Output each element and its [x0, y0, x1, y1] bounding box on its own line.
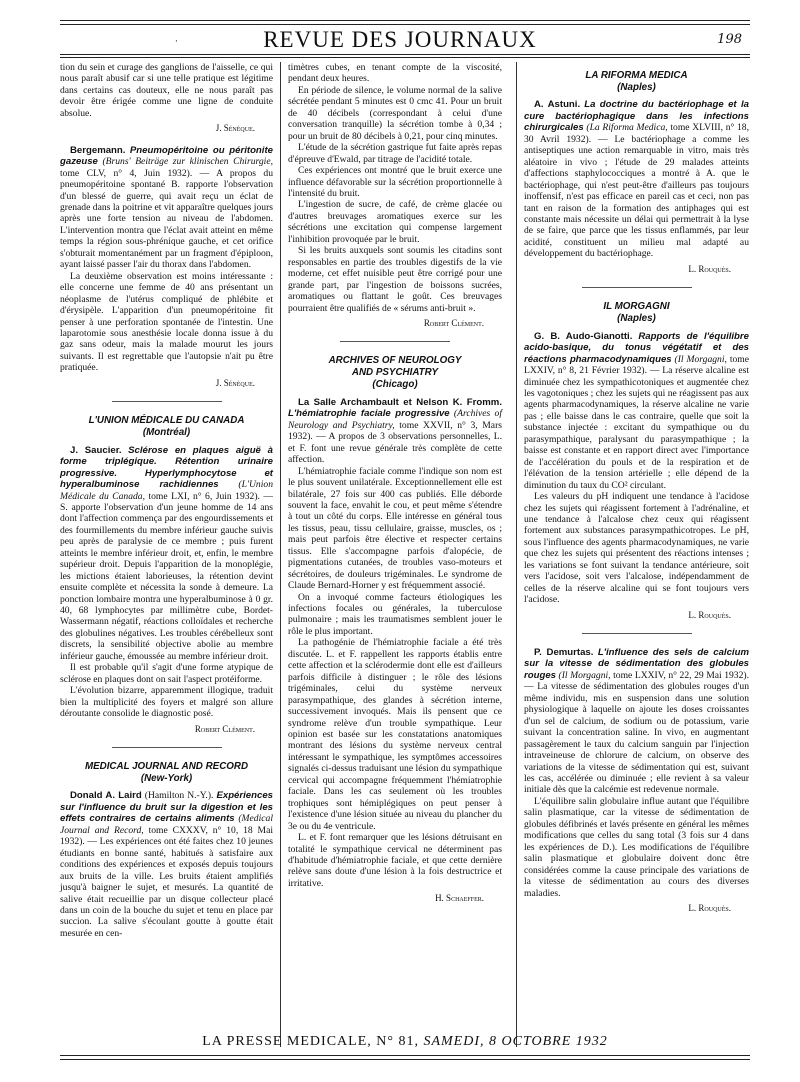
abstract-paragraph: Si les bruits auxquels sont soumis les citadins sont responsables en partie des troubles digestifs de la vie moderne, cet effet nuisible peut être corrigé pour une grande part, par l'ingestion de boissons sucrées, aromatiques ou flattant le goût. Ces breuvages pourraient être qualifiés de « sérums anti-bruit ».: [288, 245, 502, 314]
abstract-paragraph: La pathogénie de l'hémiatrophie faciale a été très discutée. L. et F. rappellent les rapports établis entre cette affection et la sclérodermie dont elle est d'ailleurs parfois difficile à distinguer ; le rôle des lésions trigéminales, celui du système nerveux parasympathique, des glandes à sécrétion interne, successivement invoqués. Mais ils pensent que ce syndrome relève d'un trouble sympathique. Leur opinion est basée sur les constatations anatomiques montrant des lésions du système nerveux central intéressant le sympathique, les symptômes accessoires signalés ci-dessus traduisant une lésion du sympathique cervical qui accompagne fréquemment l'hémiatrophie faciale. Dans les cas seulement où les troubles trophiques sont hémiplégiques on peut penser à l'existence d'une lésion située au niveau du plancher du 3e ou du 4e ventricule.: [288, 637, 502, 832]
abstract-title: L'influence des sels de calcium sur la vitesse de sédimentation des globules rouges: [524, 647, 749, 681]
abstract-paragraph: L'évolution bizarre, apparemment illogique, traduit bien la multiplicité des foyers et malgré son allure déroutante consolide le diagnostic posé.: [60, 685, 273, 720]
signature: Robert Clément.: [423, 317, 484, 328]
column-2: [288, 62, 502, 907]
abstract-body: tome CLV, n° 4, Juin 1932). — A propos du pneumopéritoine spontané B. rapporte l'observation d'un blessé de guerre, qui avait reçu un éclat de grenade dans la poitrine et vit apparaître quelques jours après une forte tension au niveau de l'abdomen. L'intervention montra que l'éclat avait atteint en même temps la région sous-phrénique gauche, et cet orifice s'obturait momentanément par un fragment d'épiploon, ayant laissé passer l'air du thorax dans l'abdomen.: [60, 167, 273, 271]
abstract-source: (Medical Journal and Record,: [60, 813, 273, 836]
column-1: [60, 62, 273, 939]
signature: L. Rouquès.: [688, 609, 731, 620]
section-separator: [112, 747, 222, 749]
abstract-author: G. B. Audo-Gianotti.: [534, 330, 633, 342]
abstract-source: (La Riforma Medica,: [586, 122, 668, 134]
abstract-paragraph: L'étude de la sécrétion gastrique fut faite après repas d'épreuve d'Ewald, par titrage de l'acidité totale.: [288, 142, 502, 165]
abstract-source: (Archives of Neurology and Psychiatry,: [288, 408, 502, 431]
abstract-paragraph: L'équilibre salin globulaire influe autant que l'équilibre salin plasmatique, car la vitesse de sédimentation de globules défibrinés et lavés présente en général les mêmes modifications que celles du sang total (3 fois sur 4 dans les expériences de D.). Les modifications de l'équilibre salin plasmatique et globulaire doivent donc être considérées comme la cause principale des variations de la vitesse de sédimentation au cours des diverses maladies.: [524, 795, 749, 899]
abstract-paragraph: Les valeurs du pH indiquent une tendance à l'acidose chez les sujets qui réagissent fortement à l'adrénaline, et une tendance à l'alcalose chez ceux qui réagissent fortement aux substances parasympathicotropes. Le pH, sous l'influence des agents pharmacodynamiques, ne varie que chez les sujets qui présentent des réactions intenses ; les variations se font suivant la tendance antérieure, soit vers l'acidose, soit vers l'alcalose, indépendamment de celles de la réserve alcaline qui se font toujours vers l'acidose.: [524, 491, 749, 606]
abstract-title: Pneumopéritoine ou péritonite gazeuse: [60, 144, 273, 168]
abstract-saucier: [60, 445, 273, 663]
abstract-paragraph: L'hémiatrophie faciale comme l'indique son nom est le plus souvent unilatérale. Exceptionnellement elle est bilatérale, 27 fois sur 400 cas publiés. Elle déborde souvent la face, envahit le cou, et peut même s'étendre à tout un côté du corps. Elle intéresse en général tous les tissus, peau, tissu cellulaire, graisse, muscles, os ; mais peut parfois être élective et respecter certains tissus. Elle s'accompagne parfois d'alopécie, de pigmentations cutanées, de troubles vaso-moteurs et sécrétoires, de douleurs trigéminales. Le syndrome de Claude Bernard-Horner y est fréquemment associé.: [288, 465, 502, 592]
section-journal-title: ARCHIVES OF NEUROLOGY: [328, 355, 462, 367]
section-separator: [582, 287, 692, 289]
header-rule-bottom-inner: [60, 57, 750, 58]
section-journal-title: L'UNION MÉDICALE DU CANADA: [88, 415, 245, 427]
section-city: (Naples): [617, 313, 656, 325]
abstract-paragraph: Ces expériences ont montré que le bruit exerce une influence défavorable sur la sécrétion proportionnelle à l'intensité du bruit.: [288, 165, 502, 199]
abstract-author-place: (Hamilton N.-Y.).: [144, 790, 214, 802]
column-divider-left: [280, 62, 281, 1047]
lead-paragraph: tion du sein et curage des ganglions de l'aisselle, ce qui nous paraît abusif car si une telle pratique est légitime dans certains cas douteux, elle ne nous paraît pas devoir être érigée comme une ligne de conduite absolue.: [60, 62, 273, 119]
header-rule-top-inner: [60, 24, 750, 25]
page-title: REVUE DES JOURNAUX: [263, 27, 537, 52]
footer-date: SAMEDI, 8 OCTOBRE 1932: [423, 1034, 608, 1049]
signature: J. Sénèque.: [215, 123, 255, 134]
abstract-laird: [60, 790, 273, 939]
header-rule-bottom: [60, 54, 750, 55]
section-city: (Chicago): [372, 379, 418, 391]
abstract-paragraph: Il est probable qu'il s'agit d'une forme atypique de sclérose en plaques dont on sait l'aspect protéiforme.: [60, 662, 273, 685]
abstract-source: (Il Morgagni,: [674, 353, 727, 365]
header-rule-top: [60, 20, 750, 21]
signature: L. Rouquès.: [688, 263, 731, 274]
section-journal-title-line2: AND PSYCHIATRY: [351, 367, 439, 379]
abstract-title: Rapports de l'équilibre acido-basique, du tonus végétatif et des réactions pharmacodynamiques: [524, 330, 749, 365]
header-dot: ·: [175, 37, 178, 47]
abstract-author: La Salle Archambault et Nelson K. Fromm.: [298, 396, 502, 408]
section-journal-title: LA RIFORMA MEDICA: [585, 70, 688, 81]
abstract-astuni: [524, 99, 749, 259]
footer-rule: [60, 1055, 750, 1056]
section-separator: [112, 401, 222, 403]
column-3: [524, 62, 749, 916]
abstract-body: tome XLVIII, n° 18, 30 Avril 1932). — Le bactériophage a comme les antiseptiques une action remarquable in vitro, mais très aléatoire in vivo ; l'étude de 29 malades atteints d'affections staphylococciques a montré à A. que le bactériophage, qui n'est peut-être d'ailleurs pas toujours inoffensif, n'est pas efficace en pareil cas et ceci, non pas tant en raison de la formation des antiphages qui est constante mais nécessite un délai qui permettrait à la lyse de se faire, que parce que les tissus enflammés, par leur acidité, constituent un milieu mal adapté au développement du bactériophage.: [524, 122, 749, 260]
abstract-author: Donald A. Laird: [70, 790, 142, 802]
abstract-author: Bergemann.: [70, 144, 126, 156]
section-city: (Montréal): [142, 427, 191, 439]
abstract-paragraph: En période de silence, le volume normal de la salive sécrétée pendant 5 minutes est 0 cmc 41. Pour un bruit de 40 décibels (correspondant à celui d'une conversation tranquille) la sécrétion tombe à 0,34 ; pour un bruit de 80 décibels à 0,21, pour cinq minutes.: [288, 84, 502, 142]
abstract-paragraph: L. et F. font remarquer que les lésions détruisant en totalité le sympathique cervical ne déterminent pas d'habitude d'hémiatrophie faciale, et que cette dernière relève sans doute d'une lésion à la fois destructrice et irritative.: [288, 832, 502, 889]
abstract-demurtas: [524, 647, 749, 796]
abstract-body: tome XXVII, n° 3, Mars 1932). — A propos de 3 observations personnelles, L. et F. font une revue générale très complète de cette affection.: [288, 419, 502, 466]
footer-journal: LA PRESSE MEDICALE, N° 81,: [202, 1034, 419, 1049]
abstract-lasalle: [288, 397, 502, 466]
abstract-title: Sclérose en plaques aiguë à forme triplégique. Rétention urinaire progressive. Hyperlymphocytose et hyperalbuminose rachidiennes: [60, 444, 273, 491]
page-number: 198: [717, 32, 742, 47]
page-footer: [60, 1034, 750, 1050]
abstract-source: (Bruns' Beiträge zur klinischen Chirurgie,: [102, 156, 273, 168]
section-city: (Naples): [617, 82, 656, 93]
column-divider-right: [516, 62, 517, 1047]
continued-paragraph: timètres cubes, en tenant compte de la viscosité, pendant deux heures.: [288, 62, 502, 85]
signature: J. Sénèque.: [215, 377, 255, 388]
section-separator: [582, 633, 692, 635]
abstract-bergmann: [60, 145, 273, 271]
signature: Robert Clément.: [194, 723, 255, 734]
section-separator: [340, 341, 450, 343]
abstract-source: (L'Union Médicale du Canada,: [60, 479, 273, 502]
abstract-audo-gianotti: [524, 331, 749, 491]
abstract-author: P. Demurtas.: [534, 647, 594, 659]
abstract-body: tome LXI, n° 6, Juin 1932). — S. apporte l'observation d'un jeune homme de 14 ans dont l'affection commença par des engourdissements et des fourmillements du membre inférieur gauche suivis peu après de paralysie de ce membre ; puis furent atteints le membre inférieur droit, et, enfin, le membre supérieur droit. Depuis l'apparition de la monoplégie, les mictions étaient laborieuses, la rétention devint ensuite complète et nécessita la sonde à demeure. La ponction lombaire montra une hyperalbuminose à 0 gr. 40, 68 lymphocytes par millimètre cube, Bordet-Wassermann négatif, réactions colloïdales et recherche des globulines négatives. Les troubles cérébelleux sont discrets, la sensibilité objective abolie au membre inférieur gauche, émoussée au membre inférieur droit.: [60, 490, 273, 662]
abstract-paragraph: On a invoqué comme facteurs étiologiques les infections focales ou générales, la tuberculose pulmonaire ; mais les traumatismes semblent jouer le rôle le plus important.: [288, 591, 502, 637]
footer-rule-inner: [60, 1059, 750, 1060]
abstract-paragraph: La deuxième observation est moins intéressante : elle concerne une femme de 40 ans présentant un néoplasme de l'utérus compliqué de phlébite et d'érysipèle. L'apparition d'un pneumopéritoine fit penser à une perforation spontanée de l'intestin. Une laparotomie sous anesthésie locale donna issue à du gaz sans odeur, mais la malade mourut les jours suivants. Il est regrettable que l'autopsie n'ait pu être pratiquée.: [60, 270, 273, 374]
signature: H. Schaeffer.: [435, 893, 484, 904]
abstract-body: tome LXXIV, n° 22, 29 Mai 1932). — La vitesse de sédimentation des globules rouges d'un même individu, mis en suspension dans une solution physiologique à laquelle on ajoute les doses croissantes d'un sel de calcium, de sodium ou de potassium, varie suivant la concentration saline. In vivo, en augmentant passagèrement le taux du calcium sanguin par l'injection intraveineuse de chlorure de calcium, on observe des variations de la vitesse de sédimentation qui est, suivant les cas, accélérée ou diminuée ; elle revient à sa valeur initiale dès que la calcémie est redevenue normale.: [524, 669, 749, 796]
section-journal-title: IL MORGAGNI: [603, 301, 670, 313]
abstract-body: tome CXXXV, n° 10, 18 Mai 1932). — Les expériences ont été faites chez 10 jeunes étudiants en bonne santé, habitués à satisfaire aux conditions des expériences et exposés depuis toujours aux bruits de la ville. Les bruits étaient amplifiés jusqu'à baigner le sujet, et mesurés. La quantité de salive était recueillie par un disque collecteur placé dans un coin de la bouche du sujet et tenu en place par succion. La salive s'écoulant goutte à goutte était mesurée en cen-: [60, 824, 273, 939]
abstract-paragraph: L'ingestion de sucre, de café, de crème glacée ou d'autres breuvages aromatiques exerce sur les sécrétions une excitation qui compense largement l'inhibition provoquée par le bruit.: [288, 199, 502, 245]
abstract-author: A. Astuni.: [534, 99, 581, 111]
signature: L. Rouquès.: [688, 903, 731, 913]
abstract-author: J. Saucier.: [70, 444, 122, 456]
section-journal-title: MEDICAL JOURNAL AND RECORD: [84, 761, 249, 773]
abstract-source: (Il Morgagni,: [558, 669, 611, 681]
abstract-title: La doctrine du bactériophage et la cure bactériophagique dans les infections chirurgicales: [524, 99, 749, 134]
abstract-title: Expériences sur l'influence du bruit sur la digestion et les effets contraires de certains aliments: [60, 790, 273, 825]
section-city: (New-York): [140, 773, 193, 785]
abstract-title: L'hémiatrophie faciale progressive: [288, 408, 450, 420]
abstract-body: tome LXXIV, n° 8, 21 Février 1932). — La réserve alcaline est diminuée chez les sympathicotoniques et augmentée chez les vagotoniques ; chez les sujets qui ne réagissent pas aux agents pharmacodynamiques, la réserve alcaline ne varie pas ; elle baisse dans le cas contraire, quelle que soit la substance injectée : excitant du sympathique ou du parasympathique, paralysant du parasympathique ; la baisse est constante et en rapport direct avec l'importance de l'accélération du pouls et de la respiration et de l'élévation de la tension artérielle ; elle dépend de la diminution du taux du CO² circulant.: [524, 353, 749, 491]
